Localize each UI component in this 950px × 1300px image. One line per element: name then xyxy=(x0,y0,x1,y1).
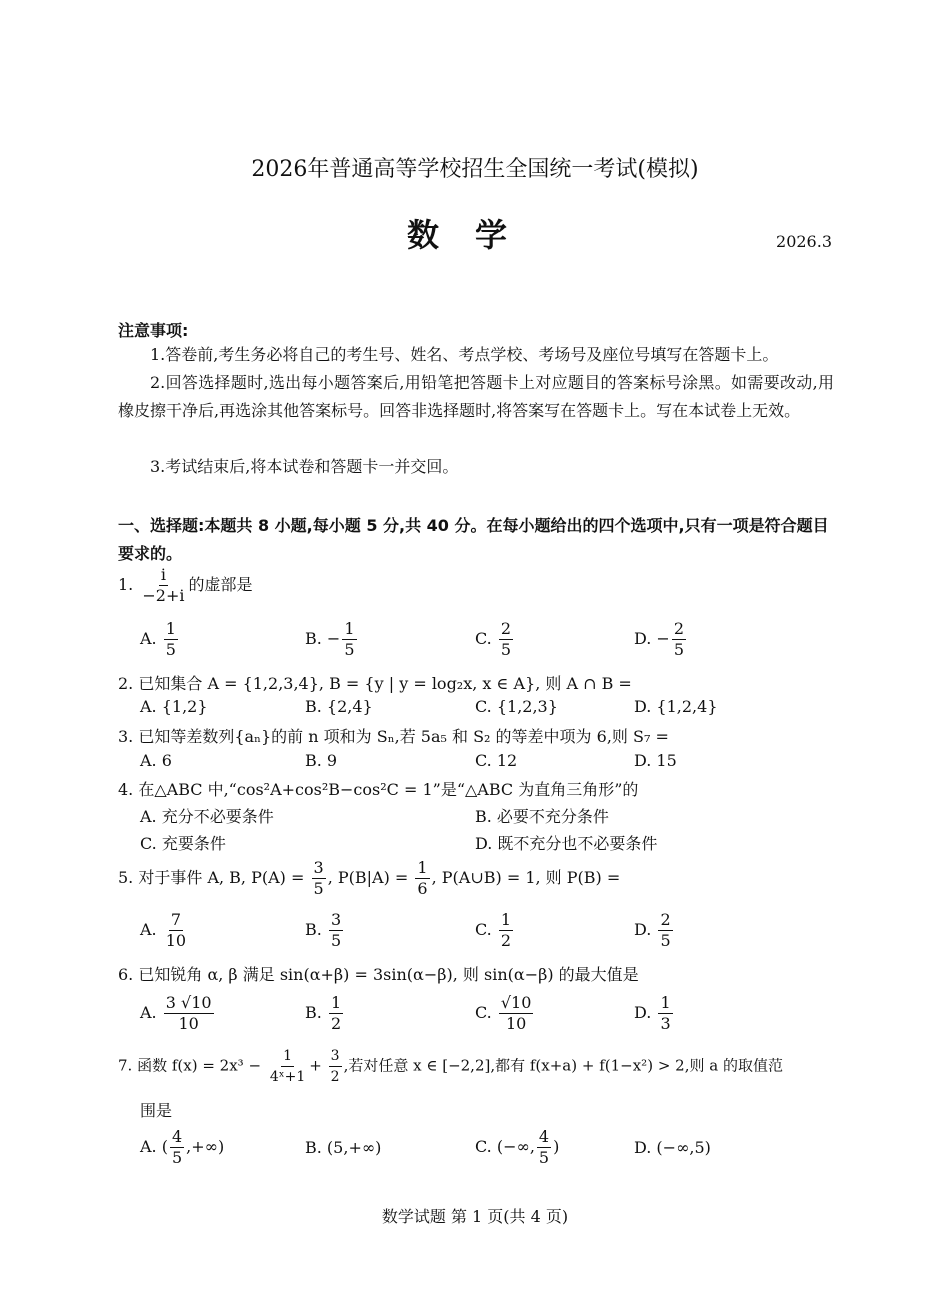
q5-option-a: A. $\frac{7}{10}$ xyxy=(140,910,187,950)
notice-item-2: 2.回答选择题时,选出每小题答案后,用铅笔把答题卡上对应题目的答案标号涂黑。如需要改动,用橡皮擦干净后,再选涂其他答案标号。回答非选择题时,将答案写在答题卡上。写在本试卷上无效。 xyxy=(118,373,834,420)
section-heading xyxy=(118,512,834,568)
q3-option-b: B. 9 xyxy=(305,751,338,770)
question-number: 1. xyxy=(118,575,134,594)
section-heading-text: 一、选择题:本题共 8 小题,每小题 5 分,共 40 分。在每小题给出的四个选项中,只有一项是符合题目要求的。 xyxy=(118,516,829,563)
q1-option-c: C. $\frac{2}{5}$ xyxy=(475,619,512,659)
q2-option-b: B. {2,4} xyxy=(305,697,373,716)
exam-date: 2026.3 xyxy=(776,232,832,251)
q6-option-c: C. $\frac{√10}{10}$ xyxy=(475,993,532,1033)
question-stem: 的虚部是 xyxy=(188,575,253,594)
q1-option-d: D. − $\frac{2}{5}$ xyxy=(634,619,685,659)
notice-item-3: 3.考试结束后,将本试卷和答题卡一并交回。 xyxy=(150,457,459,476)
page-footer: 数学试题 第 1 页(共 4 页) xyxy=(381,1207,569,1226)
q4-option-d: D. 既不充分也不必要条件 xyxy=(475,834,658,853)
q5-option-d: D. $\frac{2}{5}$ xyxy=(634,910,671,950)
q4-option-a: A. 充分不必要条件 xyxy=(140,807,274,826)
question-4: 4. 在△ABC 中,“cos²A+cos²B−cos²C = 1”是“△ABC 为直角三角形”的 xyxy=(118,780,639,799)
q6-option-d: D. $\frac{1}{3}$ xyxy=(634,993,671,1033)
q2-option-c: C. {1,2,3} xyxy=(475,697,558,716)
question-7-continued: 围是 xyxy=(140,1101,173,1120)
q4-option-c: C. 充要条件 xyxy=(140,834,226,853)
notice-item-1: 1.答卷前,考生务必将自己的考生号、姓名、考点学校、考场号及座位号填写在答题卡上。 xyxy=(150,345,779,364)
q3-option-a: A. 6 xyxy=(140,751,172,770)
q7-option-a: A. ( $\frac{4}{5}$ ,+∞) xyxy=(140,1127,225,1167)
q7-option-c: C. (−∞, $\frac{4}{5}$ ) xyxy=(475,1127,560,1167)
fraction: $\frac{i}{-2+i}$ xyxy=(142,565,185,605)
question-6: 6. 已知锐角 α, β 满足 sin(α+β) = 3sin(α−β), 则 sin(α−β) 的最大值是 xyxy=(118,965,639,984)
q6-option-b: B. $\frac{1}{2}$ xyxy=(305,993,342,1033)
notice-heading: 注意事项: xyxy=(118,321,189,340)
question-7: 7. 函数 f(x) = 2x³ − $\frac{1}{\text{4ˣ+1}}$ + $\frac{3}{2}$ ,若对任意 x ∈ [−2,2],都有 f(x+a) + f(1−x²) > 2,则 a 的取值范 xyxy=(118,1048,783,1085)
q2-option-d: D. {1,2,4} xyxy=(634,697,718,716)
question-5: 5. 对于事件 A, B, P(A) = $\frac{3}{5}$ , P(B|A) = $\frac{1}{6}$ , P(A∪B) = 1, 则 P(B) = xyxy=(118,858,621,898)
q3-option-c: C. 12 xyxy=(475,751,518,770)
q5-option-b: B. $\frac{3}{5}$ xyxy=(305,910,342,950)
q5-option-c: C. $\frac{1}{2}$ xyxy=(475,910,512,950)
q3-option-d: D. 15 xyxy=(634,751,677,770)
q2-option-a: A. {1,2} xyxy=(140,697,208,716)
q1-option-a: A. $\frac{1}{5}$ xyxy=(140,619,176,659)
exam-title: 2026年普通高等学校招生全国统一考试(模拟) xyxy=(251,157,699,182)
question-2: 2. 已知集合 A = {1,2,3,4}, B = {y | y = log₂x, x ∈ A}, 则 A ∩ B = xyxy=(118,674,632,693)
question-1 xyxy=(118,566,252,605)
q7-option-d: D. (−∞,5) xyxy=(634,1138,711,1157)
question-3: 3. 已知等差数列{aₙ}的前 n 项和为 Sₙ,若 5a₅ 和 S₂ 的等差中项为 6,则 S₇ = xyxy=(118,727,669,746)
q7-option-b: B. (5,+∞) xyxy=(305,1138,382,1157)
q4-option-b: B. 必要不充分条件 xyxy=(475,807,609,826)
subject-title: 数学 xyxy=(406,216,543,254)
q6-option-a: A. $\frac{3 √10}{10}$ xyxy=(140,993,212,1033)
q1-option-b: B. − $\frac{1}{5}$ xyxy=(305,619,355,659)
